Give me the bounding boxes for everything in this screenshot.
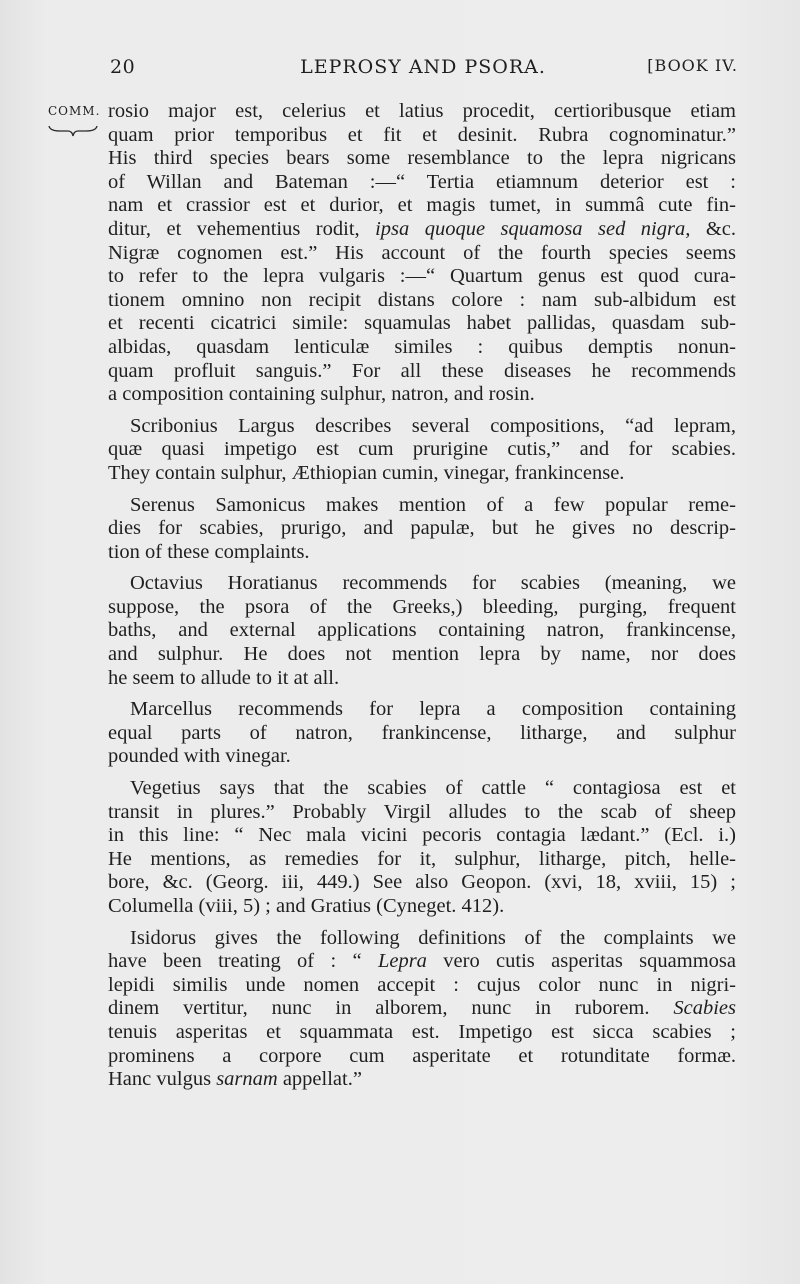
text-line: He mentions, as remedies for it, sulphur, litharge, pitch, helle- (108, 847, 736, 870)
text-line: et recenti cicatrici simile: squamulas habet pallidas, quasdam sub- (108, 312, 736, 335)
text-segment: vero cutis asperitas squammosa (426, 950, 736, 973)
text-line: Isidorus gives the following definitions of the complaints we (130, 926, 736, 949)
text-segment: have been treating of : “ (108, 950, 378, 973)
text-line: His third species bears some resemblance to the lepra nigricans (108, 147, 736, 170)
running-head (108, 56, 738, 86)
text-line: prominens a corpore cum asperitate et rotunditate formæ. (108, 1044, 736, 1067)
paragraph-3 (108, 494, 736, 565)
text-line: to refer to the lepra vulgaris :—“ Quartum genus est quod cura- (108, 265, 736, 288)
text-line (108, 1068, 736, 1092)
text-line: Columella (viii, 5) ; and Gratius (Cyneget. 412). (108, 895, 505, 917)
paragraph-1 (108, 100, 736, 407)
text-line: of Willan and Bateman :—“ Tertia etiamnum deterior est : (108, 170, 736, 193)
book-reference: [BOOK IV. (647, 56, 738, 75)
text-line: equal parts of natron, frankincense, litharge, and sulphur (108, 721, 736, 744)
text-line: nam et crassior est et durior, et magis tumet, in summâ cute fin- (108, 194, 736, 217)
italic-phrase: Scabies (673, 997, 736, 1020)
text-line: Marcellus recommends for lepra a composition containing (130, 698, 736, 721)
text-segment: ditur, et vehementius rodit, (108, 217, 376, 240)
body-text (108, 100, 736, 1092)
text-line: Scribonius Largus describes several compositions, “ad lepram, (130, 414, 736, 437)
text-line: tion of these complaints. (108, 540, 310, 563)
text-line: lepidi similis unde nomen accepit : cujus color nunc in nigri- (108, 973, 736, 996)
running-title: LEPROSY AND PSORA. (300, 56, 546, 78)
text-line: in this line: “ Nec mala vicini pecoris contagia lædant.” (Ecl. i.) (108, 824, 736, 847)
text-line: albidas, quasdam lenticulæ similes : quibus demptis nonun- (108, 335, 736, 358)
text-line: Nigræ cognomen est.” His account of the fourth species seems (108, 241, 736, 264)
paragraph-2 (108, 415, 736, 486)
page-number: 20 (110, 56, 136, 78)
text-line: quæ quasi impetigo est cum prurigine cutis,” and for scabies. (108, 438, 736, 461)
text-line: quam profluit sanguis.” For all these diseases he recommends (108, 359, 736, 382)
text-line: bore, &c. (Georg. iii, 449.) See also Geopon. (xvi, 18, xviii, 15) ; (108, 871, 736, 894)
paragraph-6 (108, 777, 736, 919)
margin-brace-icon (48, 124, 98, 138)
italic-phrase: sarnam (216, 1068, 278, 1091)
text-line: They contain sulphur, Æthiopian cumin, vinegar, frankincense. (108, 461, 625, 484)
text-line: Serenus Samonicus makes mention of a few popular reme- (130, 493, 736, 516)
text-line: Octavius Horatianus recommends for scabies (meaning, we (130, 572, 736, 595)
text-line: he seem to allude to it at all. (108, 666, 340, 689)
paragraph-4 (108, 572, 736, 690)
text-line: quam prior temporibus et fit et desinit. Rubra cognominatur.” (108, 123, 736, 146)
paragraph-7 (108, 927, 736, 1092)
margin-note: COMM. (48, 104, 101, 118)
text-segment: appellat.” (277, 1068, 362, 1091)
text-segment: dinem vertitur, nunc in alborem, nunc in ruborem. (108, 997, 674, 1020)
italic-phrase: ipsa quoque squamosa sed nigra, (375, 217, 691, 240)
text-line: and sulphur. He does not mention lepra by name, nor does (108, 643, 736, 666)
text-line: tenuis asperitas et squammata est. Impetigo est sicca scabies ; (108, 1020, 736, 1043)
text-line: tionem omnino non recipit distans colore : nam sub-albidum est (108, 288, 736, 311)
text-line: baths, and external applications containing natron, frankincense, (108, 619, 736, 642)
text-line (108, 997, 736, 1021)
text-line (108, 950, 736, 974)
text-line: dies for scabies, prurigo, and papulæ, but he gives no descrip- (108, 517, 736, 540)
paragraph-5 (108, 698, 736, 769)
text-segment: &c. (690, 217, 736, 240)
text-segment: Hanc vulgus (108, 1068, 217, 1091)
text-line: transit in plures.” Probably Virgil alludes to the scab of sheep (108, 800, 736, 823)
italic-phrase: Lepra (377, 950, 427, 973)
text-line: suppose, the psora of the Greeks,) bleeding, purging, frequent (108, 595, 736, 618)
text-line: a composition containing sulphur, natron, and rosin. (108, 383, 535, 406)
text-line: rosio major est, celerius et latius procedit, certioribusque etiam (108, 100, 736, 122)
text-line: Vegetius says that the scabies of cattle “ contagiosa est et (130, 777, 736, 800)
text-line (108, 218, 736, 242)
text-line: pounded with vinegar. (108, 745, 291, 768)
